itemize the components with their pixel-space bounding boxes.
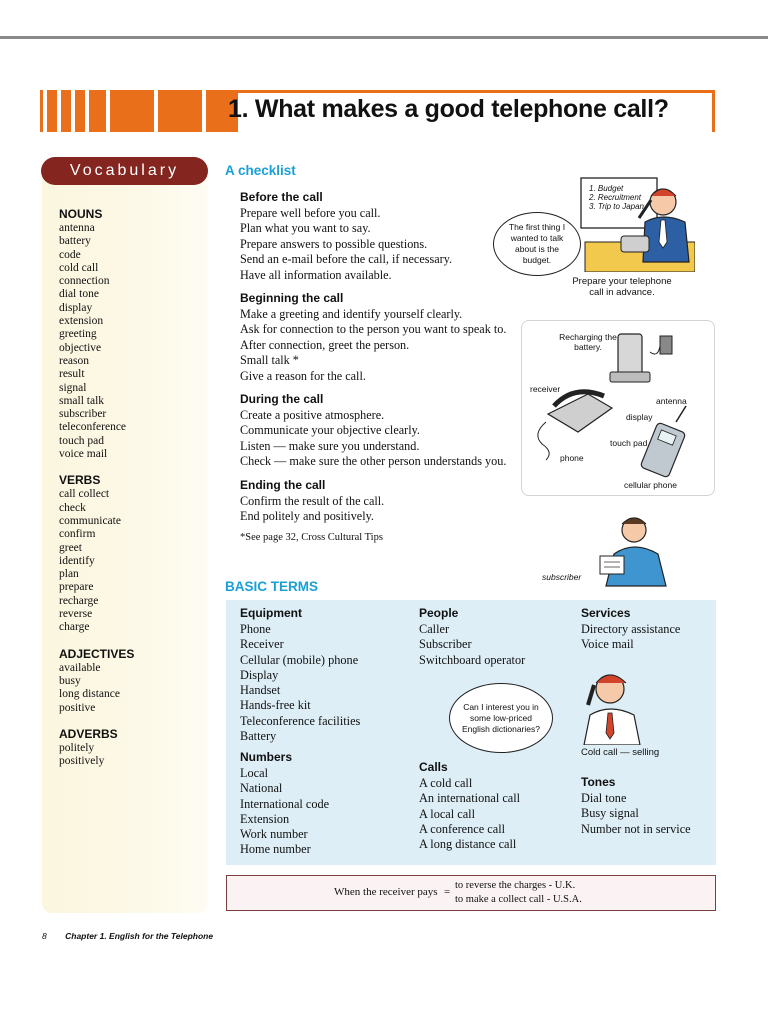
terms-col-tones <box>581 775 691 837</box>
vocabulary-item: battery <box>59 235 91 248</box>
vocabulary-item: antenna <box>59 222 95 234</box>
section-heading: Ending the call <box>240 478 326 492</box>
vocabulary-item: long distance <box>59 688 120 701</box>
vocabulary-group <box>59 207 204 461</box>
terms-item: Local <box>240 766 268 780</box>
terms-item: A cold call <box>419 776 473 790</box>
phones-illustration <box>524 322 712 494</box>
checklist-line: Give a reason for the call. <box>240 368 366 383</box>
terms-item: International code <box>240 796 330 811</box>
terms-item: Caller <box>419 622 450 636</box>
vocabulary-item: recharge <box>59 594 99 607</box>
vocabulary-item: confirm <box>59 528 96 541</box>
checklist-line: Check — make sure the other person understands you. <box>240 454 507 469</box>
vocabulary-item: touch pad <box>59 434 105 447</box>
terms-item: Voice mail <box>581 637 634 652</box>
vocabulary-item: result <box>59 368 85 381</box>
vocabulary-label: Vocabulary <box>41 157 208 185</box>
receiver-pays-usa: to make a collect call - U.S.A. <box>455 894 582 905</box>
note-line: 1. Budget <box>589 184 624 193</box>
speech-bubble-cold-call: Can I interest you in some low-priced English dictionaries? <box>449 683 553 753</box>
terms-item: Directory assistance <box>581 622 681 636</box>
section-beginning-call <box>240 291 530 384</box>
subscriber-illustration <box>596 510 672 588</box>
terms-item: Receiver <box>240 637 284 652</box>
checklist-line: Have all information available. <box>240 267 392 282</box>
basic-terms-title: BASIC TERMS <box>225 579 319 594</box>
vocabulary-group <box>59 727 204 769</box>
note-line: 3. Trip to Japan <box>589 202 644 211</box>
vocabulary-item: available <box>59 661 101 674</box>
terms-item: An international call <box>419 791 521 806</box>
stripe <box>110 90 154 132</box>
vocabulary-item: connection <box>59 275 110 288</box>
prepare-caption: Prepare your telephone call in advance. <box>572 276 672 298</box>
vocabulary-item: objective <box>59 341 102 354</box>
terms-col-numbers <box>240 750 329 858</box>
terms-item: Teleconference facilities <box>240 713 361 728</box>
checklist-line: Plan what you want to say. <box>240 221 371 236</box>
vocabulary-list <box>59 207 204 780</box>
vocabulary-item: positively <box>59 755 105 768</box>
vocabulary-item: greet <box>59 541 82 554</box>
vocabulary-item: greeting <box>59 328 97 341</box>
section-ending-call <box>240 478 530 525</box>
subscriber-label: subscriber <box>542 572 582 582</box>
receiver-pays-lead: When the receiver pays <box>334 886 438 898</box>
vocabulary-heading: NOUNS <box>59 207 103 221</box>
terms-item: A local call <box>419 806 475 821</box>
terms-heading: Tones <box>581 775 616 789</box>
checklist-line: After connection, greet the person. <box>240 337 410 352</box>
terms-col-services <box>581 606 680 653</box>
display-label: display <box>626 412 653 422</box>
section-heading: Beginning the call <box>240 291 344 305</box>
note-line: 2. Recruitment <box>589 193 642 202</box>
checklist-line: Send an e-mail before the call, if necessary. <box>240 252 453 267</box>
checklist-line: Ask for connection to the person you want to speak to. <box>240 322 507 337</box>
vocabulary-item: teleconference <box>59 421 127 434</box>
vocabulary-item: politely <box>59 741 95 754</box>
vocabulary-item: check <box>59 501 86 514</box>
terms-heading: Services <box>581 606 631 620</box>
terms-item: Home number <box>240 842 311 857</box>
terms-item: Hands-free kit <box>240 698 311 713</box>
terms-item: Display <box>240 667 279 682</box>
terms-item: Switchboard operator <box>419 652 526 667</box>
chapter-title: Chapter 1. English for the Telephone <box>65 931 214 941</box>
checklist-line: Make a greeting and identify yourself clearly. <box>240 307 463 321</box>
vocabulary-group <box>59 473 204 634</box>
checklist-line: Prepare answers to possible questions. <box>240 236 428 251</box>
vocabulary-heading: ADJECTIVES <box>59 646 135 661</box>
cold-call-illustration <box>580 665 646 745</box>
stripe <box>40 90 43 132</box>
vocabulary-item: cold call <box>59 261 99 274</box>
page-footer <box>42 931 213 941</box>
vocabulary-item: identify <box>59 554 95 567</box>
footnote: *See page 32, Cross Cultural Tips <box>240 532 383 543</box>
budget-note <box>589 184 644 211</box>
vocabulary-item: call collect <box>59 488 110 501</box>
vocabulary-item: positive <box>59 701 96 714</box>
terms-item: Work number <box>240 827 308 842</box>
checklist-line: Small talk * <box>240 353 299 368</box>
terms-item: A long distance call <box>419 837 517 852</box>
terms-col-people <box>419 606 525 668</box>
vocabulary-item: communicate <box>59 514 121 527</box>
terms-col-equipment <box>240 606 360 744</box>
vocabulary-item: signal <box>59 381 87 394</box>
vocabulary-item: reason <box>59 354 90 367</box>
checklist-line: Confirm the result of the call. <box>240 494 385 508</box>
antenna-label: antenna <box>656 396 687 406</box>
cellular-phone-label: cellular phone <box>624 480 677 490</box>
terms-item: Cellular (mobile) phone <box>240 652 359 667</box>
terms-item: Extension <box>240 811 290 826</box>
touch-pad-label: touch pad <box>610 438 648 448</box>
vocabulary-item: busy <box>59 674 81 687</box>
section-heading: During the call <box>240 392 324 406</box>
vocabulary-item: reverse <box>59 608 93 621</box>
section-during-call <box>240 392 530 470</box>
vocabulary-heading: ADVERBS <box>59 726 118 741</box>
terms-heading: Numbers <box>240 750 293 764</box>
vocabulary-item: charge <box>59 621 90 634</box>
vocabulary-item: subscriber <box>59 408 107 421</box>
checklist-line: Create a positive atmosphere. <box>240 408 385 422</box>
checklist-line: End politely and positively. <box>240 509 374 524</box>
vocabulary-item: code <box>59 248 81 261</box>
terms-item: Handset <box>240 683 281 698</box>
section-before-call <box>240 190 530 283</box>
checklist-line: Communicate your objective clearly. <box>240 423 420 438</box>
stripe <box>47 90 57 132</box>
vocabulary-item: plan <box>59 568 79 581</box>
vocabulary-item: extension <box>59 315 104 328</box>
vocabulary-item: prepare <box>59 581 94 594</box>
top-rule <box>0 36 768 39</box>
recharging-label: Recharging the battery. <box>559 332 617 352</box>
terms-heading: Equipment <box>240 606 302 620</box>
vocabulary-item: small talk <box>59 394 105 407</box>
section-heading: Before the call <box>240 190 323 204</box>
vocabulary-item: display <box>59 301 93 314</box>
terms-item: Battery <box>240 729 277 744</box>
checklist-title: A checklist <box>225 163 296 178</box>
terms-item: Subscriber <box>419 637 472 652</box>
terms-item: National <box>240 781 283 796</box>
vocabulary-item: voice mail <box>59 448 108 461</box>
terms-heading: People <box>419 606 459 620</box>
terms-item: Phone <box>240 622 271 636</box>
stripe <box>61 90 71 132</box>
cold-call-caption: Cold call — selling <box>581 747 660 758</box>
receiver-pays-equals: = <box>444 886 451 898</box>
terms-item: A conference call <box>419 821 506 836</box>
checklist-line: Listen — make sure you understand. <box>240 438 420 453</box>
checklist-line: Prepare well before you call. <box>240 206 381 220</box>
terms-item: Dial tone <box>581 791 627 805</box>
vocabulary-heading: VERBS <box>59 473 101 488</box>
speech-bubble-budget: The first thing I wanted to talk about is the budget. <box>493 212 581 276</box>
terms-item: Number not in service <box>581 821 691 836</box>
stripe <box>158 90 202 132</box>
terms-item: Busy signal <box>581 806 639 821</box>
page-number: 8 <box>42 931 47 941</box>
page-title: 1. What makes a good telephone call? <box>228 95 669 123</box>
stripe <box>89 90 106 132</box>
receiver-pays-uk: to reverse the charges - U.K. <box>455 880 576 891</box>
vocabulary-item: dial tone <box>59 288 99 301</box>
terms-heading: Calls <box>419 760 448 774</box>
phone-label: phone <box>560 453 584 463</box>
stripe <box>75 90 85 132</box>
vocabulary-group <box>59 647 204 715</box>
receiver-label: receiver <box>530 384 561 394</box>
terms-col-calls <box>419 760 520 852</box>
